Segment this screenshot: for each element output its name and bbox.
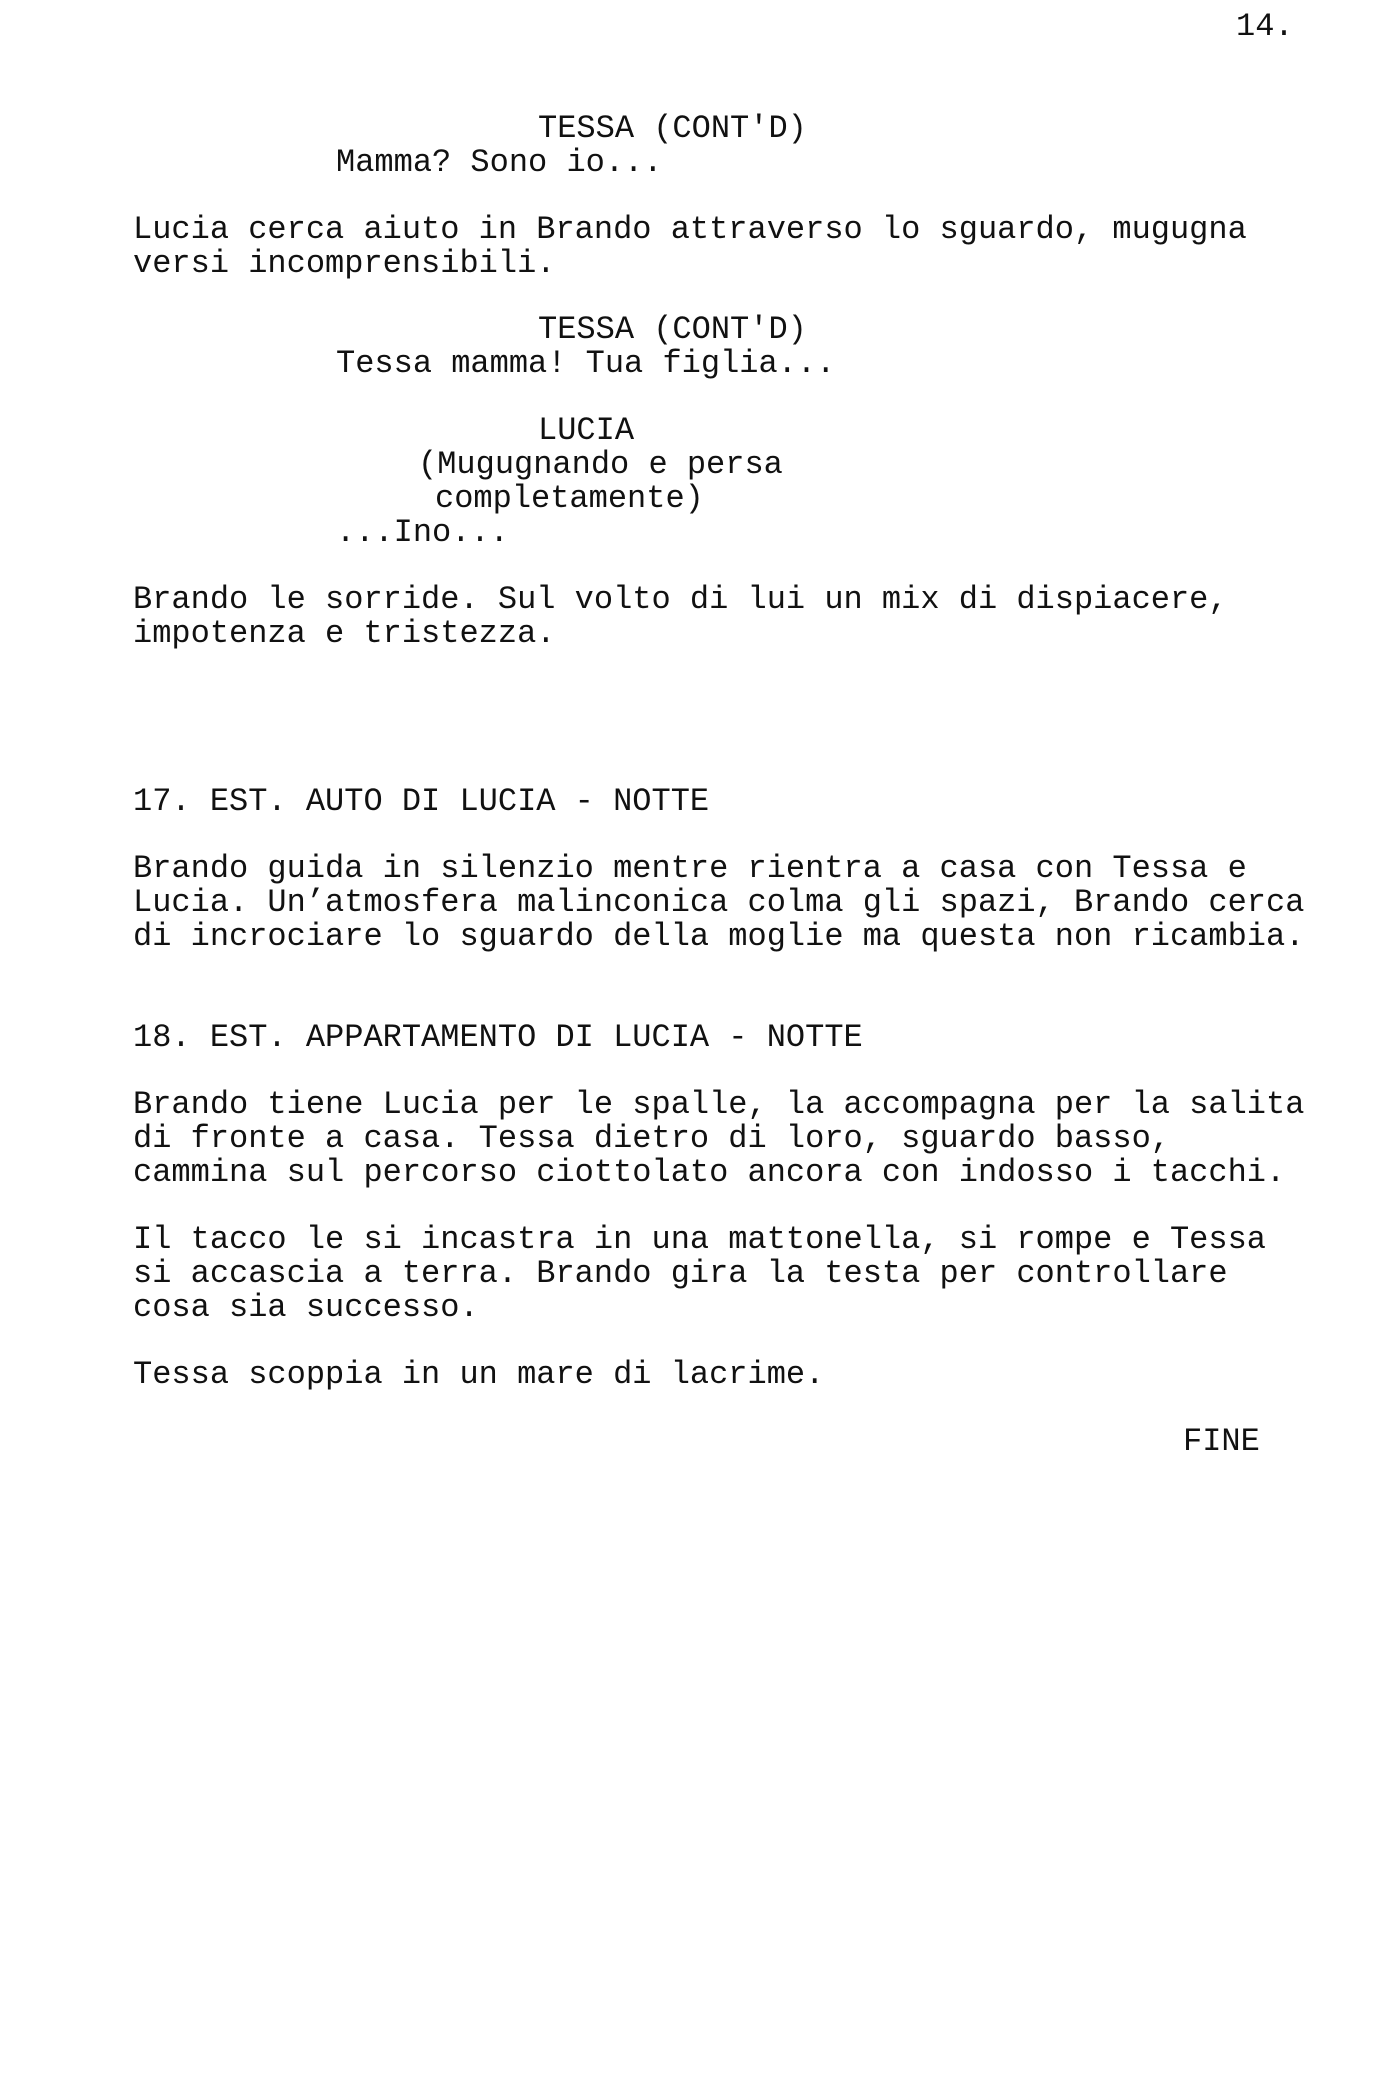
scene-heading: 17. EST. AUTO DI LUCIA - NOTTE bbox=[133, 783, 710, 820]
action-line: di incrociare lo sguardo della moglie ma questa non ricambia. bbox=[133, 918, 1305, 955]
action-line: Brando tiene Lucia per le spalle, la accompagna per la salita bbox=[133, 1086, 1305, 1123]
action-line: Brando guida in silenzio mentre rientra a casa con Tessa e bbox=[133, 850, 1247, 887]
action-line: di fronte a casa. Tessa dietro di loro, sguardo basso, bbox=[133, 1120, 1170, 1157]
scene-heading: 18. EST. APPARTAMENTO DI LUCIA - NOTTE bbox=[133, 1019, 863, 1056]
parenthetical: completamente) bbox=[435, 480, 704, 517]
dialogue-line: Tessa mamma! Tua figlia... bbox=[336, 345, 836, 382]
action-line: si accascia a terra. Brando gira la testa per controllare bbox=[133, 1255, 1228, 1292]
action-line: Brando le sorride. Sul volto di lui un mix di dispiacere, bbox=[133, 581, 1228, 618]
transition-end: FINE bbox=[1183, 1423, 1260, 1460]
dialogue-line: ...Ino... bbox=[336, 514, 509, 551]
action-line: Il tacco le si incastra in una mattonella, si rompe e Tessa bbox=[133, 1221, 1266, 1258]
action-line: Lucia cerca aiuto in Brando attraverso lo sguardo, mugugna bbox=[133, 211, 1247, 248]
dialogue-line: Mamma? Sono io... bbox=[336, 144, 663, 181]
action-line: cammina sul percorso ciottolato ancora con indosso i tacchi. bbox=[133, 1154, 1286, 1191]
action-line: cosa sia successo. bbox=[133, 1289, 479, 1326]
character-name: TESSA (CONT'D) bbox=[538, 311, 807, 348]
character-name: LUCIA bbox=[538, 412, 635, 449]
parenthetical: (Mugugnando e persa bbox=[418, 446, 783, 483]
action-line: Tessa scoppia in un mare di lacrime. bbox=[133, 1356, 825, 1393]
action-line: impotenza e tristezza. bbox=[133, 615, 556, 652]
action-line: versi incomprensibili. bbox=[133, 245, 556, 282]
action-line: Lucia. Un’atmosfera malinconica colma gli spazi, Brando cerca bbox=[133, 884, 1305, 921]
character-name: TESSA (CONT'D) bbox=[538, 110, 807, 147]
page-number: 14. bbox=[1236, 8, 1294, 45]
